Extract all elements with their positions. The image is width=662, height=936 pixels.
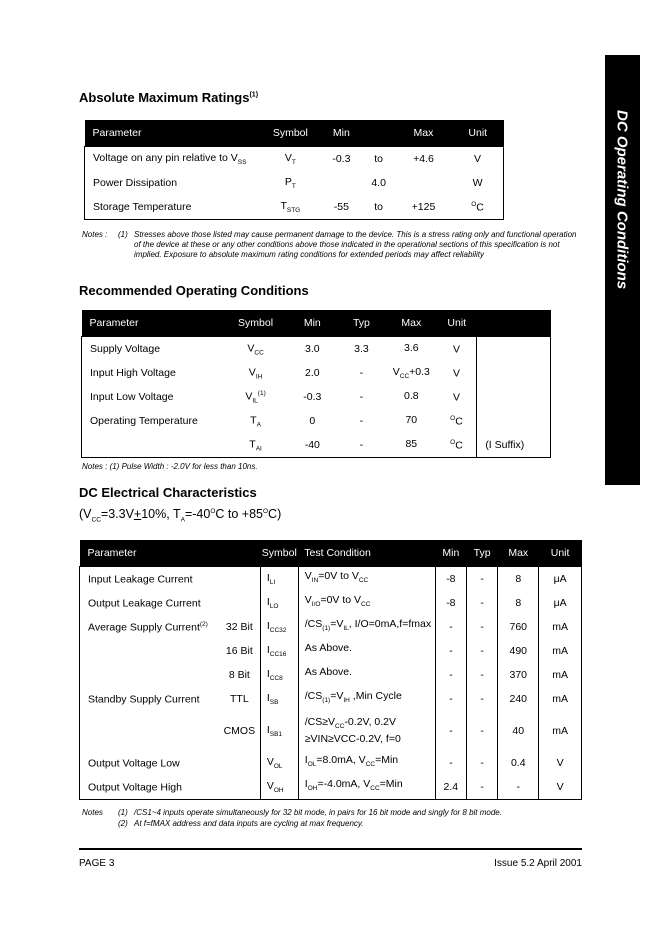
header-symbol: Symbol [260, 120, 320, 147]
header-parameter: Parameter [85, 120, 261, 147]
header-blank [362, 120, 394, 147]
sidebar-title: DC Operating Conditions [613, 110, 631, 290]
table-row: Average Supply Current$^{(2)}$ 32 Bit $I_{CC32}$ $/CS_{(1)}=V_{IL}$, I/O=0mA,f=fmax - - 760 mA [80, 615, 582, 639]
header-unit: Unit [452, 120, 503, 147]
dc-notes-label: Notes [82, 808, 103, 817]
dc-note2: At f=fMAX address and data inputs are cycling at max frequency. [134, 819, 364, 828]
table-row: 8 Bit $I_{CC8}$ As Above. - - 370 mA [80, 663, 582, 687]
table-row: CMOS $I_{SB1}$ $/CS\ge V_{CC}-0.2V$, 0.2V ≥VIN≥VCC-0.2V, f=0 - - 40 mA [80, 711, 582, 751]
footer-divider [79, 848, 582, 850]
table-row: Output Leakage Current $I_{LO}$ $V_{I/O}=0V$ to $V_{CC}$ -8 - 8 μA [80, 591, 582, 615]
dc-conditions: ($V_{CC}=3.3V+10\%$, $T_A=-40^OC$ to $+85^OC$) [79, 507, 282, 524]
table-row: Voltage on any pin relative to $V_{SS}$ $V_T$ -0.3 to +4.6 V [93, 151, 482, 167]
table-row: Input High Voltage $V_{IH}$ 2.0 - $V_{CC}+0.3$ V [82, 361, 551, 385]
table-row: Standby Supply Current TTL $I_{SB}$ $/CS_{(1)}=V_{IH}$ ,Min Cycle - - 240 mA [80, 687, 582, 711]
table-row: Power Dissipation $P_T$ 4.0 W [93, 175, 483, 191]
abs-notes-label: Notes : [82, 230, 108, 239]
rec-op-title: Recommended Operating Conditions [79, 283, 309, 298]
page-number: PAGE 3 [79, 858, 115, 869]
table-row: Storage Temperature $T_{STG}$ -55 to +125 $^O$C [93, 199, 484, 215]
table-row: Output Voltage Low $V_{OL}$ $I_{OL}=8.0mA$, $V_{CC}=Min$ - - 0.4 V [80, 751, 582, 775]
dc-note1: /CS1~4 inputs operate simultaneously for 32 bit mode, in pairs for 16 bit mode and singly for 8 bit mode. [134, 808, 502, 817]
abs-max-table [84, 120, 504, 220]
table-row: Output Voltage High $V_{OH}$ $I_{OH}=-4.0mA$, $V_{CC}=Min$ 2.4 - - V [80, 775, 582, 800]
table-row: Input Leakage Current $I_{LI}$ $V_{IN}=0V$ to $V_{CC}$ -8 - 8 μA [80, 567, 582, 592]
dc-table: Parameter Symbol Test Condition Min Typ Max Unit Input Leakage Current $I_{LI}$ $V_{IN}=0V$ to $V_{CC}$ -8 - 8 μA Output Leakage Current $I_{LO}$ $V_{I/O}=0V$ to $V_{CC}$ -8 - 8 μA Average Supply Current$^{(2)}$ 32 Bit $I_{CC32}$ $/CS_{(1)}=V_{IL}$, I/O=0mA,f=fmax - - 760 mA 16 Bit $I_{CC16}$ As Above. - - 490 mA 8 Bit $I_{CC8}$ As Above. - - 370 mA Standby Supply Current TTL $I_{SB}$ $/CS_{(1)}=V_{IH}$ ,Min Cycle - - 240 mA CMOS $I_{SB1}$ $/CS\ge V_{CC}-0.2V$, 0.2V ≥VIN≥VCC-0.2V, f=0 - - 40 mA Output Voltage Low $V_{OL}$ $I_{OL}=8.0mA$, $V_{CC}=Min$ - - 0.4 V Output Voltage High $V_{OH}$ $I_{OH}=-4.0mA$, $V_{CC}=Min$ 2.4 - - V [79, 540, 582, 800]
dc-note2-number: (2) [118, 819, 128, 828]
rec-notes: Notes : (1) Pulse Width : -2.0V for less than 10ns. [82, 462, 258, 471]
header-min: Min [320, 120, 362, 147]
abs-notes-text: Stresses above those listed may cause permanent damage to the device. This is a stress rating only and functional operation of the device at these or any other conditions above those indicated in the operational sections of this specification is not implied. Exposure to absolute maximum rating conditions for extended periods may affect reliability [134, 230, 577, 259]
dc-note1-number: (1) [118, 808, 128, 817]
table-row: 16 Bit $I_{CC16}$ As Above. - - 490 mA [80, 639, 582, 663]
dc-title: DC Electrical Characteristics [79, 485, 257, 500]
issue-info: Issue 5.2 April 2001 [494, 858, 582, 869]
abs-max-title: Absolute Maximum Ratings$^{(1)}$ [79, 90, 259, 105]
rec-op-table: Parameter Symbol Min Typ Max Unit Supply Voltage $V_{CC}$ 3.0 3.3 3.6 V Input High Voltage $V_{IH}$ 2.0 - $V_{CC}+0.3$ V Input Low Voltage $V_{IL}^{(1)}$ -0.3 - 0.8 V Operating Temperature $T_A$ 0 - 70 $^O$C $T_{AI}$ -40 - 85 $^O$C (I Suffix) [81, 310, 551, 458]
table-row: Operating Temperature $T_A$ 0 - 70 $^O$C [82, 409, 551, 433]
table-row: Supply Voltage $V_{CC}$ 3.0 3.3 3.6 V [82, 337, 551, 362]
header-max: Max [395, 120, 452, 147]
table-row: $T_{AI}$ -40 - 85 $^O$C (I Suffix) [82, 433, 551, 458]
abs-notes-number: (1) [118, 230, 128, 239]
table-row: Input Low Voltage $V_{IL}^{(1)}$ -0.3 - 0.8 V [82, 385, 551, 409]
